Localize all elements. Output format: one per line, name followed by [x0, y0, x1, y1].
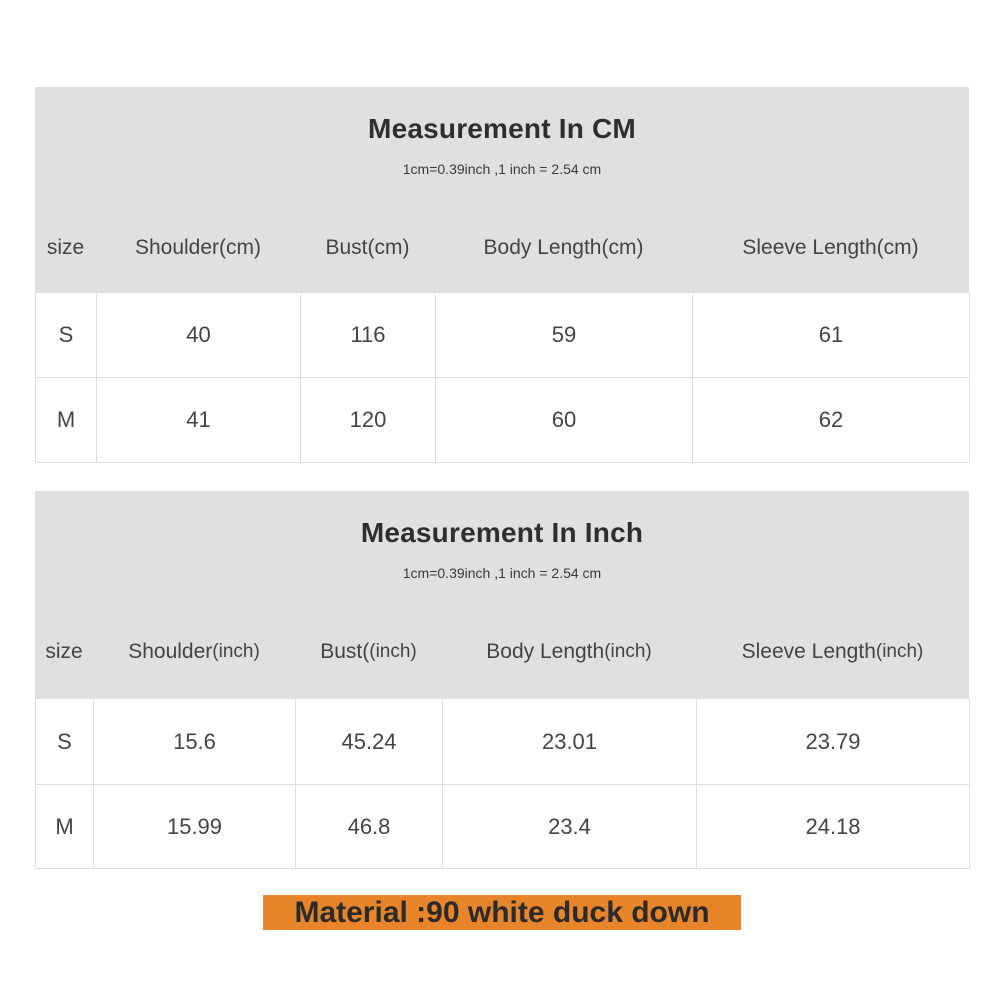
table-row: [36, 785, 970, 869]
inch-header-sleeve-length-unit: (inch): [875, 641, 924, 662]
cm-column-headers: [35, 217, 969, 279]
size-cell: S: [36, 699, 94, 785]
inch-header-shoulder-unit: (inch): [212, 641, 260, 662]
bust-cell: 45.24: [296, 699, 443, 785]
inch-header-bust-unit: (inch): [369, 641, 417, 662]
inch-header-body-length: [442, 621, 696, 683]
inch-header-sleeve-length: [696, 621, 969, 683]
bust-cell: 46.8: [296, 785, 443, 869]
inch-table-subtitle: 1cm=0.39inch ,1 inch = 2.54 cm: [402, 565, 602, 581]
size-cell: M: [36, 785, 94, 869]
inch-header-size: [35, 621, 93, 683]
table-row: [36, 378, 970, 463]
shoulder-cell: 15.6: [94, 699, 296, 785]
cm-data-grid: [35, 292, 970, 463]
cm-header-bust: Bust(cm): [325, 236, 410, 259]
inch-header-shoulder: [93, 621, 295, 683]
inch-table-title: Measurement In Inch: [360, 517, 644, 548]
cm-header-sleeve-length: Sleeve Length(cm): [742, 236, 919, 259]
shoulder-cell: 41: [97, 378, 301, 463]
bust-cell: 120: [301, 378, 436, 463]
cm-table-title: Measurement In CM: [368, 113, 636, 144]
inch-column-headers: [35, 621, 969, 683]
inch-header-bust: [295, 621, 442, 683]
size-cell: M: [36, 378, 97, 463]
inch-header-bust-label: Bust(: [320, 640, 370, 663]
inch-measurement-table: [35, 491, 969, 839]
cm-measurement-table: [35, 87, 969, 432]
shoulder-cell: 15.99: [94, 785, 296, 869]
table-row: [36, 699, 970, 785]
table-row: [36, 293, 970, 378]
material-label: Material :90 white duck down: [263, 895, 741, 930]
inch-header-sleeve-length-label: Sleeve Length: [741, 640, 876, 663]
sleeve-length-cell: 62: [693, 378, 970, 463]
inch-header-body-length-unit: (inch): [604, 641, 652, 662]
cm-header-body-length: Body Length(cm): [483, 236, 644, 259]
body-length-cell: 60: [436, 378, 693, 463]
shoulder-cell: 40: [97, 293, 301, 378]
sleeve-length-cell: 24.18: [697, 785, 970, 869]
body-length-cell: 23.4: [443, 785, 697, 869]
sleeve-length-cell: 61: [693, 293, 970, 378]
inch-data-grid: [35, 698, 970, 869]
cm-table-subtitle: 1cm=0.39inch ,1 inch = 2.54 cm: [402, 161, 602, 177]
size-cell: S: [36, 293, 97, 378]
cm-header-size: size: [46, 236, 85, 259]
cm-table-header: [35, 87, 969, 292]
inch-table-header: [35, 491, 969, 698]
bust-cell: 116: [301, 293, 436, 378]
inch-header-body-length-label: Body Length: [486, 640, 605, 663]
inch-header-shoulder-label: Shoulder: [128, 640, 213, 663]
cm-header-shoulder: Shoulder(cm): [134, 236, 262, 259]
body-length-cell: 23.01: [443, 699, 697, 785]
inch-header-size-label: size: [45, 640, 83, 663]
body-length-cell: 59: [436, 293, 693, 378]
sleeve-length-cell: 23.79: [697, 699, 970, 785]
